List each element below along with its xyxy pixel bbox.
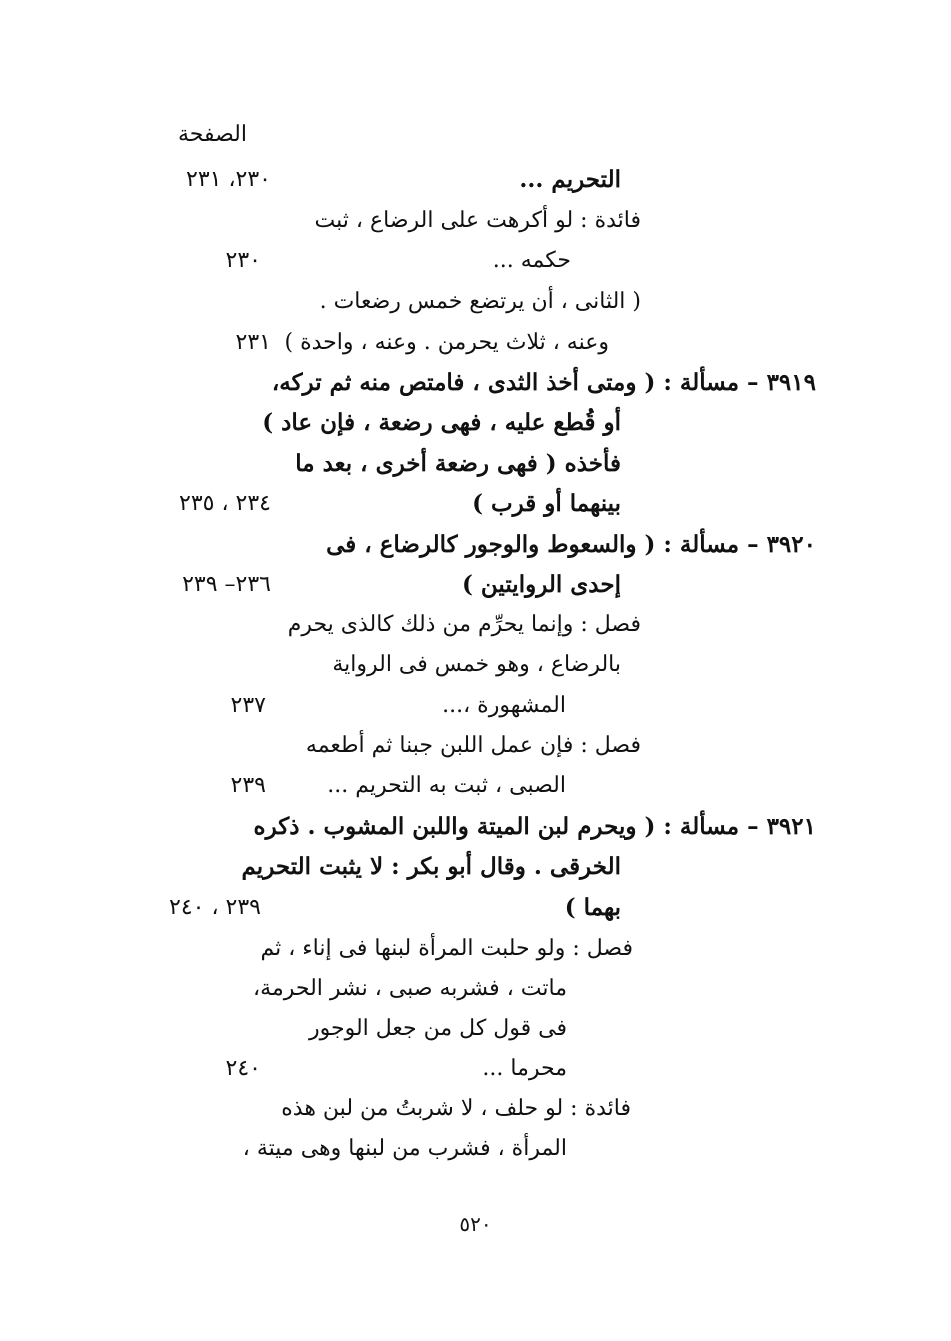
index-line: فأخذه ( فهى رضعة أخرى ، بعد ما — [295, 450, 621, 477]
page-reference: ٢٣٩ ، ٢٤٠ — [169, 895, 261, 920]
index-line: الخرقى . وقال أبو بكر : لا يثبت التحريم — [241, 853, 621, 880]
page-reference: ٢٣٩ — [230, 773, 266, 798]
index-line: فائدة : لو حلف ، لا شربتُ من لبن هذه — [281, 1096, 631, 1121]
index-line: إحدى الروايتين ) — [462, 571, 621, 598]
index-line: فصل : فإن عمل اللبن جبنا ثم أطعمه — [305, 733, 641, 758]
page-reference: ٢٣٧ — [230, 693, 266, 718]
index-line: المرأة ، فشرب من لبنها وهى ميتة ، — [242, 1136, 567, 1161]
index-line: بالرضاع ، وهو خمس فى الرواية — [332, 652, 621, 677]
index-line: وعنه ، ثلاث يحرمن . وعنه ، واحدة ) — [284, 330, 609, 355]
index-line: فائدة : لو أكرهت على الرضاع ، ثبت — [314, 208, 641, 233]
page-reference: ٢٣٠، ٢٣١ — [186, 167, 271, 192]
page-reference: ٢٣٠ — [225, 248, 261, 273]
index-line: المشهورة ،... — [442, 693, 566, 718]
page-column-heading: الصفحة — [177, 122, 247, 147]
index-line: فصل : ولو حلبت المرأة لبنها فى إناء ، ثم — [260, 936, 633, 961]
masala-heading: ٣٩١٩ – مسألة : ( ومتى أخذ الثدى ، فامتص منه ثم تركه، — [271, 369, 816, 396]
page-reference: ٢٤٠ — [225, 1056, 261, 1081]
masala-heading: ٣٩٢١ – مسألة : ( ويحرم لبن الميتة واللبن المشوب . ذكره — [253, 813, 816, 840]
index-line: فصل : وإنما يحرِّم من ذلك كالذى يحرم — [287, 612, 641, 637]
index-line: بينهما أو قرب ) — [472, 490, 621, 517]
index-line: ( الثانى ، أن يرتضع خمس رضعات . — [319, 289, 641, 314]
index-line: فى قول كل من جعل الوجور — [309, 1016, 567, 1041]
page-reference: ٢٣٤ ، ٢٣٥ — [179, 491, 271, 516]
index-line: محرما ... — [482, 1056, 567, 1081]
index-line: بهما ) — [564, 894, 621, 921]
page-reference: ٢٣٦– ٢٣٩ — [182, 572, 271, 597]
index-line: الصبى ، ثبت به التحريم ... — [327, 773, 566, 798]
page-number: ٥٢٠ — [459, 1212, 492, 1236]
masala-heading: ٣٩٢٠ – مسألة : ( والسعوط والوجور كالرضاع ، فى — [326, 531, 816, 558]
index-line: حكمه ... — [492, 248, 571, 273]
index-line: ماتت ، فشربه صبى ، نشر الحرمة، — [253, 976, 567, 1001]
index-line: أو قُطع عليه ، فهى رضعة ، فإن عاد ) — [262, 409, 621, 436]
index-line: التحريم ... — [519, 166, 621, 193]
page-reference: ٢٣١ — [235, 330, 271, 355]
